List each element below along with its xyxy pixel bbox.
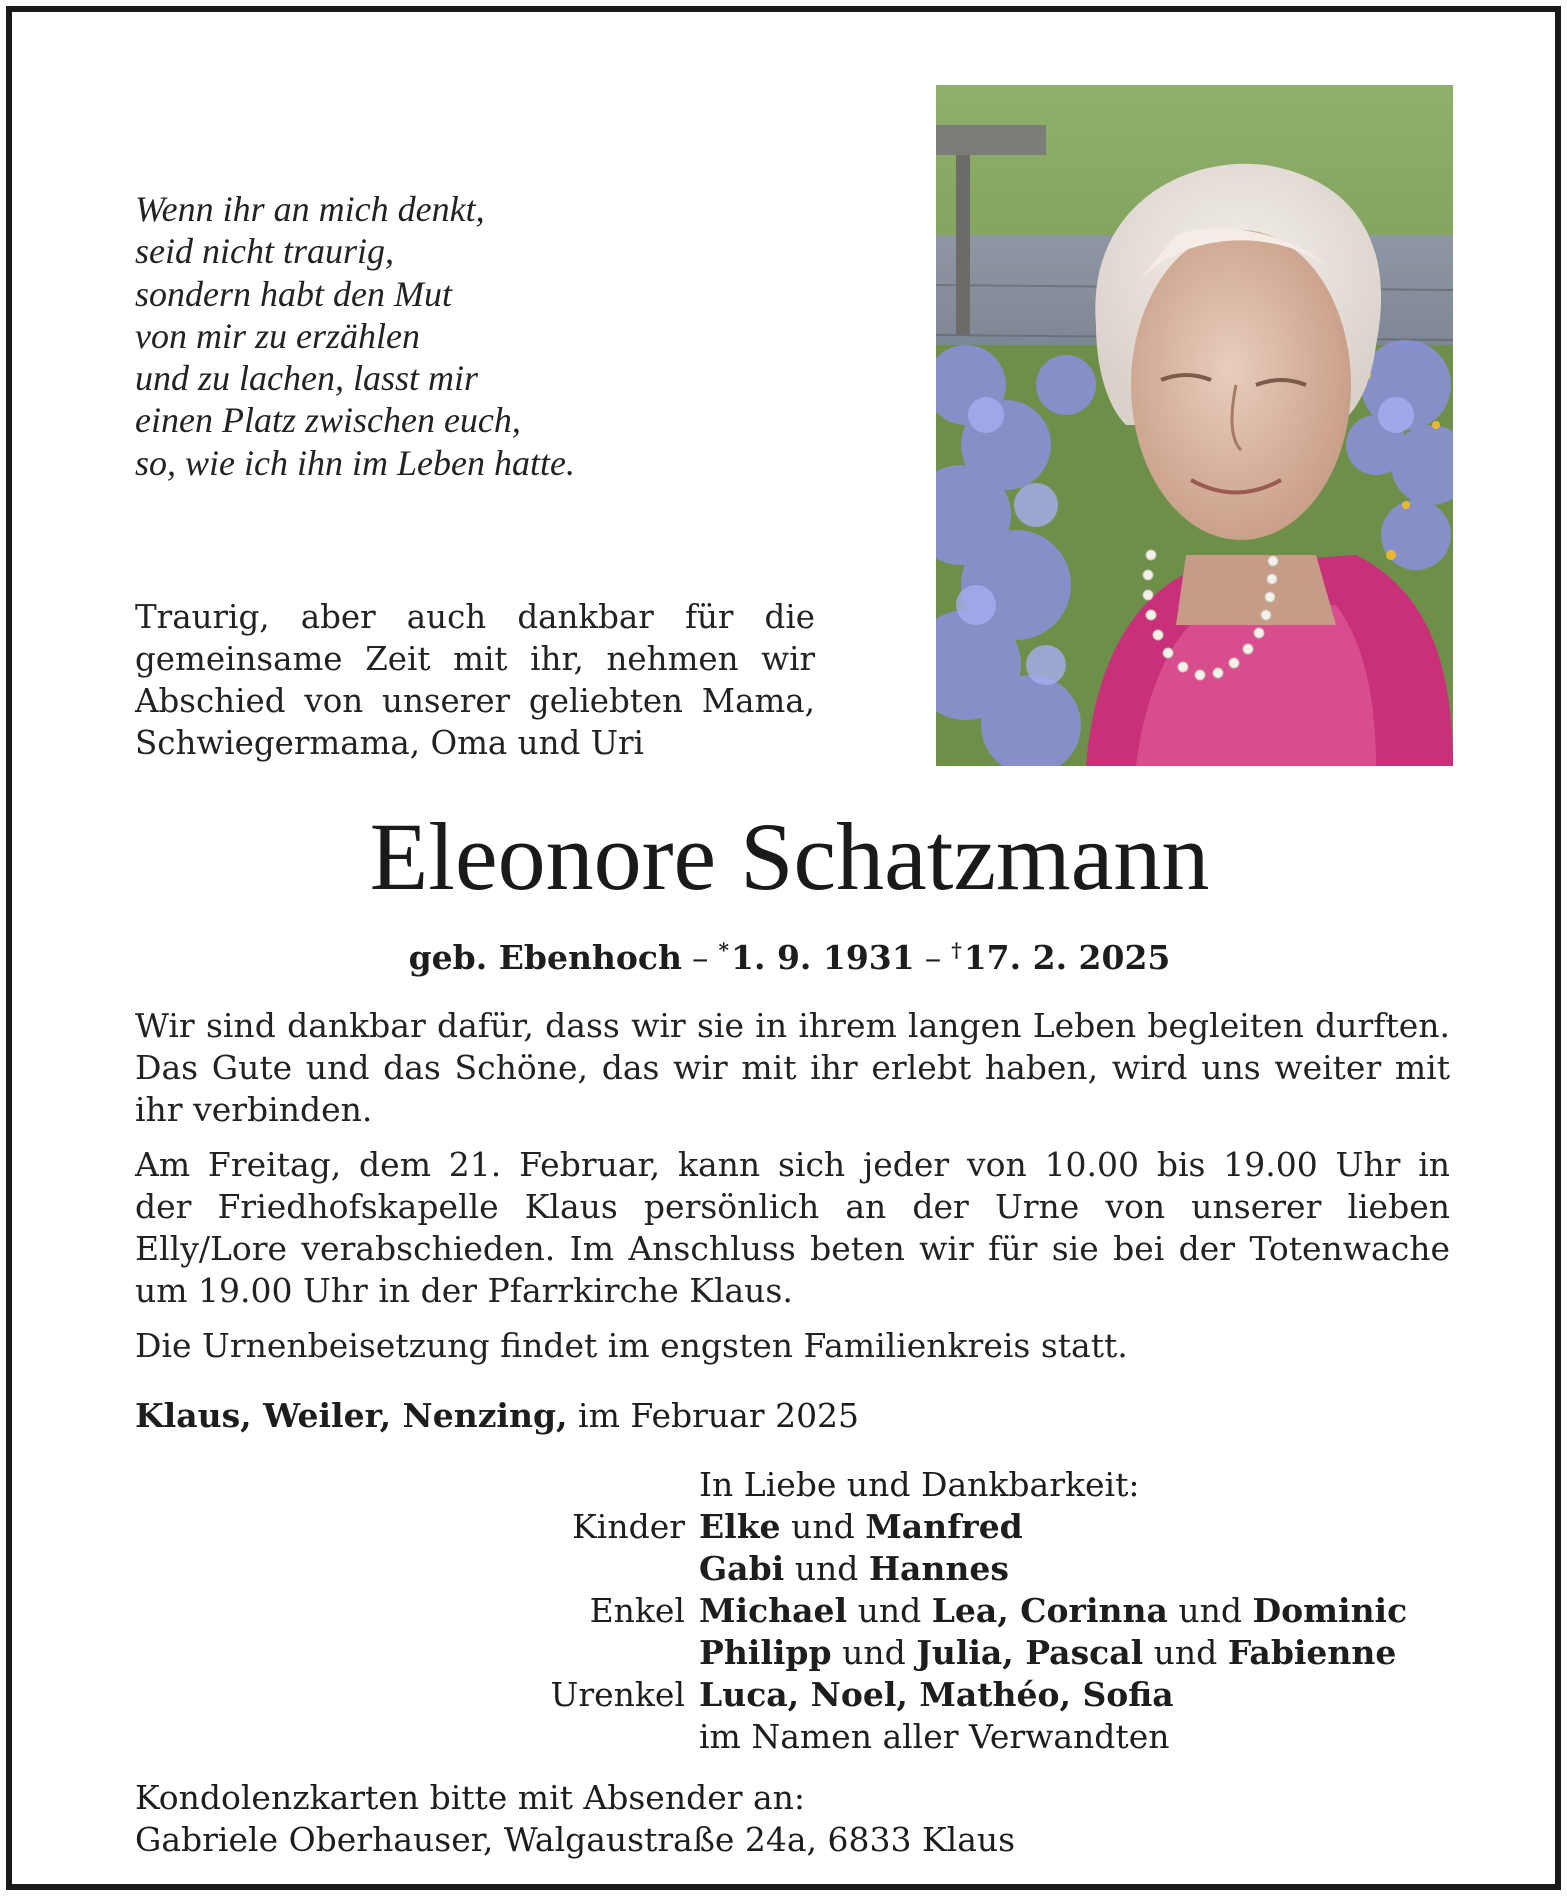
signature-heading: In Liebe und Dankbarkeit: [699, 1465, 1140, 1504]
label-enkel: Enkel [589, 1591, 685, 1630]
urenkel-line: Luca, Noel, Mathéo, Sofia [699, 1675, 1174, 1714]
poem-line: so, wie ich ihn im Leben hatte. [135, 442, 575, 483]
poem-line: sondern habt den Mut [135, 273, 452, 314]
obituary-card [6, 6, 1561, 1890]
paragraph-line: der Friedhofskapelle Klaus persönlich an der Urne von unserer lieben [135, 1187, 1450, 1226]
paragraph-line: um 19.00 Uhr in der Pfarrkirche Klaus. [135, 1271, 793, 1310]
paragraph-burial [135, 1325, 1450, 1367]
kinder-line: Gabi und Hannes [699, 1549, 1009, 1588]
dash: – [692, 938, 709, 977]
deceased-name: Eleonore Schatzmann [369, 803, 1210, 910]
death-date: 17. 2. 2025 [963, 938, 1171, 977]
intro-line: Abschied von unserer geliebten Mama, [135, 682, 815, 720]
poem-line: Wenn ihr an mich denkt, [135, 189, 485, 229]
footer-line: Kondolenzkarten bitte mit Absender an: [135, 1778, 806, 1817]
birth-symbol: * [718, 938, 729, 962]
footer-line: Gabriele Oberhauser, Walgaustraße 24a, 6833 Klaus [135, 1820, 1016, 1859]
maiden-name: geb. Ebenhoch [408, 938, 683, 977]
enkel-line: Philipp und Julia, Pascal und Fabienne [699, 1633, 1397, 1672]
intro-line: Schwiegermama, Oma und Uri [135, 724, 644, 762]
paragraph-gratitude [135, 1005, 1450, 1131]
enkel-line: Michael und Lea, Corinna und Dominic [699, 1591, 1408, 1630]
place-date-line [135, 1395, 859, 1437]
birth-date: 1. 9. 1931 [731, 938, 915, 977]
kinder-line: Elke und Manfred [699, 1507, 1023, 1546]
paragraph-line: ihr verbinden. [135, 1090, 373, 1129]
life-dates [12, 929, 1561, 979]
place-towns: Klaus, Weiler, Nenzing, [135, 1396, 568, 1435]
label-urenkel: Urenkel [550, 1675, 685, 1714]
place-date: im Februar 2025 [567, 1396, 860, 1435]
paragraph-line: Wir sind dankbar dafür, dass wir sie in ihrem langen Leben begleiten durften. [135, 1006, 1450, 1045]
poem-line: und zu lachen, lasst mir [135, 358, 479, 399]
poem-line: einen Platz zwischen euch, [135, 400, 521, 441]
paragraph-line: Das Gute und das Schöne, das wir mit ihr erlebt haben, wird uns weiter mit [135, 1048, 1450, 1087]
portrait-photo [936, 85, 1453, 766]
intro-text [135, 596, 815, 764]
label-kinder: Kinder [572, 1507, 685, 1546]
intro-line: Traurig, aber auch dankbar für die [135, 598, 815, 636]
poem-line: seid nicht traurig, [135, 231, 394, 272]
death-symbol: † [951, 938, 962, 962]
paragraph-line: Elly/Lore verabschieden. Im Anschluss beten wir für sie bei der Totenwache [135, 1229, 1450, 1268]
paragraph-line: Die Urnenbeisetzung findet im engsten Familienkreis statt. [135, 1326, 1128, 1365]
poem [135, 188, 575, 484]
signature-block [12, 1464, 1561, 1758]
paragraph-farewell [135, 1144, 1450, 1312]
signature-closing: im Namen aller Verwandten [699, 1717, 1170, 1756]
paragraph-line: Am Freitag, dem 21. Februar, kann sich jeder von 10.00 bis 19.00 Uhr in [135, 1145, 1450, 1184]
condolence-address [135, 1777, 1015, 1861]
poem-line: von mir zu erzählen [135, 315, 420, 356]
intro-line: gemeinsame Zeit mit ihr, nehmen wir [135, 640, 815, 678]
dash: – [924, 938, 942, 977]
